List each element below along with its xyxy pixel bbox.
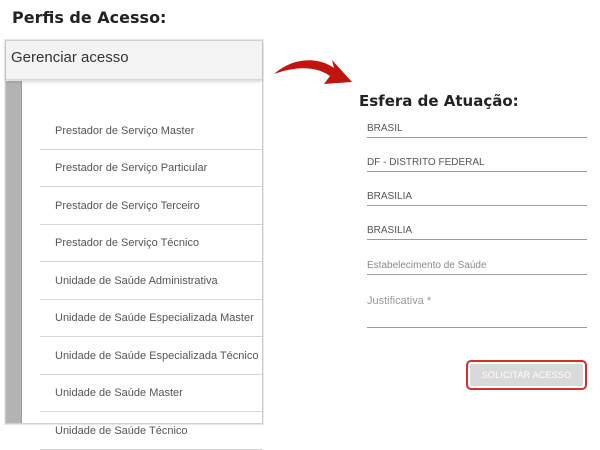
establishment-field[interactable]: Estabelecimento de Saúde <box>367 260 587 275</box>
scope-title: Esfera de Atuação: <box>359 92 519 110</box>
city-field[interactable]: BRASILIA <box>367 191 587 206</box>
region-field[interactable]: BRASILIA <box>367 225 587 240</box>
page-heading: Perfis de Acesso: <box>12 8 167 27</box>
panel-header <box>6 41 262 80</box>
profile-item-unidade-especializada-tecnico[interactable]: Unidade de Saúde Especializada Técnico <box>40 338 262 375</box>
justification-field[interactable]: Justificativa * <box>367 295 587 328</box>
state-field[interactable]: DF - DISTRITO FEDERAL <box>367 157 587 172</box>
profile-item-prestador-tecnico[interactable]: Prestador de Serviço Técnico <box>40 225 262 262</box>
request-access-button[interactable] <box>466 360 587 390</box>
panel-title: Gerenciar acesso <box>11 49 129 66</box>
profile-item-prestador-master[interactable]: Prestador de Serviço Master <box>40 113 262 150</box>
request-access-label: SOLICITAR ACESSO <box>470 364 583 386</box>
curved-arrow-icon <box>272 52 354 90</box>
profile-item-prestador-terceiro[interactable]: Prestador de Serviço Terceiro <box>40 188 262 225</box>
manage-access-panel <box>5 40 263 437</box>
profile-item-prestador-particular[interactable]: Prestador de Serviço Particular <box>40 150 262 187</box>
profile-item-unidade-administrativa[interactable]: Unidade de Saúde Administrativa <box>40 263 262 300</box>
country-field[interactable]: BRASIL <box>367 123 587 138</box>
panel-scrollbar[interactable] <box>6 81 22 423</box>
profile-item-unidade-especializada-master[interactable]: Unidade de Saúde Especializada Master <box>40 300 262 337</box>
profile-item-unidade-tecnico[interactable]: Unidade de Saúde Técnico <box>40 413 262 450</box>
profile-list <box>21 81 262 437</box>
profile-item-unidade-master[interactable]: Unidade de Saúde Master <box>40 375 262 412</box>
